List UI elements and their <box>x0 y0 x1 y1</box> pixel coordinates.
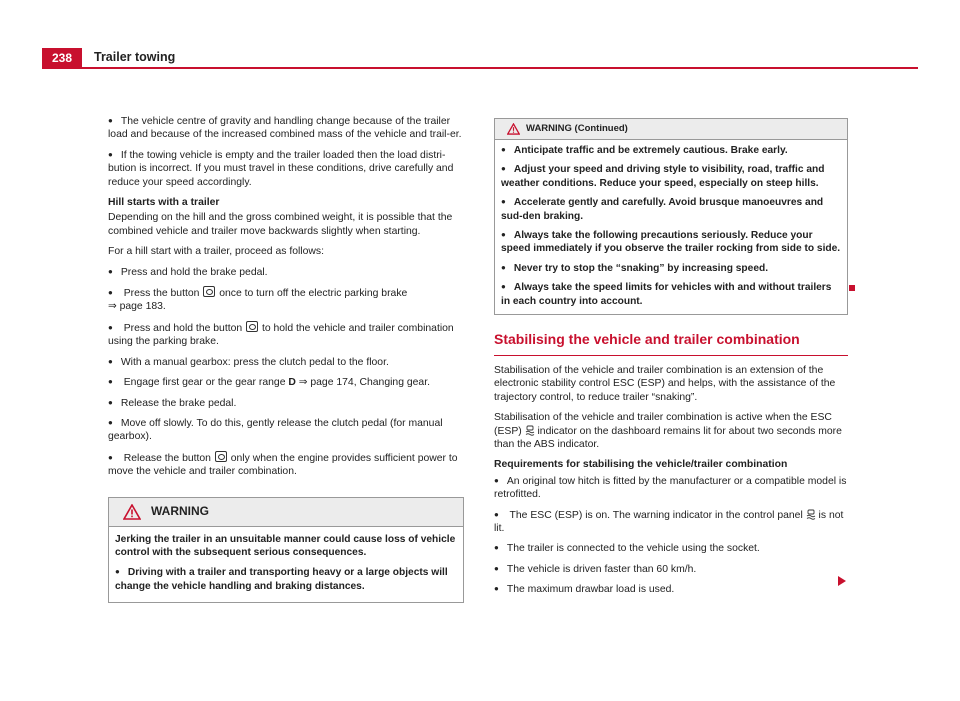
subheading-requirements: Requirements for stabilising the vehicle/trailer combination <box>494 459 788 471</box>
section-end-mark <box>849 285 855 291</box>
list-text: only when the engine provides sufficient power to move the vehicle and trailer combination. <box>108 452 458 478</box>
right-column-top <box>494 118 848 315</box>
warning-triangle-icon <box>123 504 141 520</box>
list-text: Engage first gear or the gear range <box>123 377 286 389</box>
list-item <box>494 509 854 536</box>
paragraph <box>494 411 854 451</box>
paragraph: ● The vehicle centre of gravity and handling change because of the trailer load and because of the increased combined mass of the vehicle and trail-er. <box>108 115 464 142</box>
warning-header <box>109 498 463 527</box>
parking-brake-button-icon <box>203 286 215 297</box>
page-link[interactable]: ⇒ page 174, Changing gear. <box>298 377 430 389</box>
parking-brake-button-icon <box>246 321 258 332</box>
list-item: ● The trailer is connected to the vehicle using the socket. <box>494 542 854 555</box>
list-text: is not lit. <box>494 509 844 535</box>
warning-continued-body <box>495 140 847 308</box>
warning-continued-header <box>495 119 847 140</box>
continue-arrow-icon <box>838 576 846 586</box>
list-text: Press and hold the button <box>123 322 243 334</box>
warning-box <box>108 497 464 604</box>
list-item <box>108 321 464 349</box>
list-item: ● Move off slowly. To do this, gently release the clutch pedal (for manual gearbox). <box>108 417 464 444</box>
warning-body <box>109 527 463 603</box>
list-text: The ESC (ESP) is on. The warning indicator in the control panel <box>509 509 803 521</box>
page-header-title: Trailer towing <box>94 50 176 64</box>
list-item: ● With a manual gearbox: press the clutch pedal to the floor. <box>108 356 464 369</box>
left-column <box>108 115 464 603</box>
list-item <box>108 451 464 479</box>
list-item: ● The maximum drawbar load is used. <box>494 583 854 596</box>
paragraph-text: indicator on the dashboard remains lit for about two seconds more than the ABS indicator. <box>494 425 842 451</box>
list-item: ● An original tow hitch is fitted by the manufacturer or a compatible model is retrofitted. <box>494 475 854 502</box>
warning-item: ● Never try to stop the “snaking” by increasing speed. <box>501 262 841 275</box>
subheading-hill-starts: Hill starts with a trailer <box>108 197 220 209</box>
header-rule <box>42 67 918 69</box>
warning-item: ● Always take the following precautions seriously. Reduce your speed immediately if you observe the trailer rocking from side to side. <box>501 229 841 256</box>
warning-continued-box <box>494 118 848 315</box>
warning-text: Jerking the trailer in an unsuitable manner could cause loss of vehicle control with the subsequent serious consequences. <box>115 533 456 558</box>
list-item <box>108 376 464 389</box>
warning-item: ● Anticipate traffic and be extremely cautious. Brake early. <box>501 144 841 157</box>
list-item: ● The vehicle is driven faster than 60 km/h. <box>494 563 854 576</box>
section-title: Stabilising the vehicle and trailer combination <box>494 331 848 356</box>
list-text: Press the button <box>123 288 200 300</box>
page-number: 238 <box>42 48 82 68</box>
warning-title: WARNING <box>151 503 209 518</box>
list-text: Release the button <box>123 452 211 464</box>
paragraph: For a hill start with a trailer, proceed as follows: <box>108 246 324 258</box>
list-item <box>108 286 464 314</box>
esc-indicator-icon <box>525 425 535 436</box>
warning-item: ● Adjust your speed and driving style to visibility, road, traffic and weather conditions. Reduce your speed, especially on steep hills. <box>501 163 841 190</box>
list-item: ● Press and hold the brake pedal. <box>108 266 464 279</box>
list-text: once to turn off the electric parking brake <box>219 288 408 300</box>
paragraph: Stabilisation of the vehicle and trailer combination is an extension of the electronic stability control ESC (ESP) and helps, with the assistance of the trajectory control, to reduce trailer “snaking”. <box>494 365 836 403</box>
paragraph-text: Stabilisation of the vehicle and trailer combination is active when the ESC (ESP) <box>494 412 832 437</box>
list-text: to hold the vehicle and trailer combination using the parking brake. <box>108 322 454 348</box>
warning-triangle-icon <box>507 123 520 135</box>
gear-range-label: D <box>288 377 296 389</box>
warning-item: ● Accelerate gently and carefully. Avoid brusque manoeuvres and sud-den braking. <box>501 196 841 223</box>
right-column-bottom <box>494 364 854 604</box>
paragraph: ● If the towing vehicle is empty and the trailer loaded then the load distri-bution is incorrect. If you must travel in these conditions, drive carefully and reduce your speed accordingly. <box>108 149 464 189</box>
warning-text: ● Driving with a trailer and transporting heavy or a large objects will change the vehicle handling and braking distances. <box>115 566 457 593</box>
warning-item: ● Always take the speed limits for vehicles with and without trailers in each country into account. <box>501 281 841 308</box>
warning-continued-title: WARNING (Continued) <box>526 123 628 135</box>
list-item: ● Release the brake pedal. <box>108 397 464 410</box>
page-link[interactable]: ⇒ page 183. <box>108 301 166 313</box>
esc-indicator-icon <box>806 509 816 520</box>
paragraph: Depending on the hill and the gross combined weight, it is possible that the combined vehicle and trailer move backwards slightly when starting. <box>108 212 453 237</box>
parking-brake-button-icon <box>215 451 227 462</box>
